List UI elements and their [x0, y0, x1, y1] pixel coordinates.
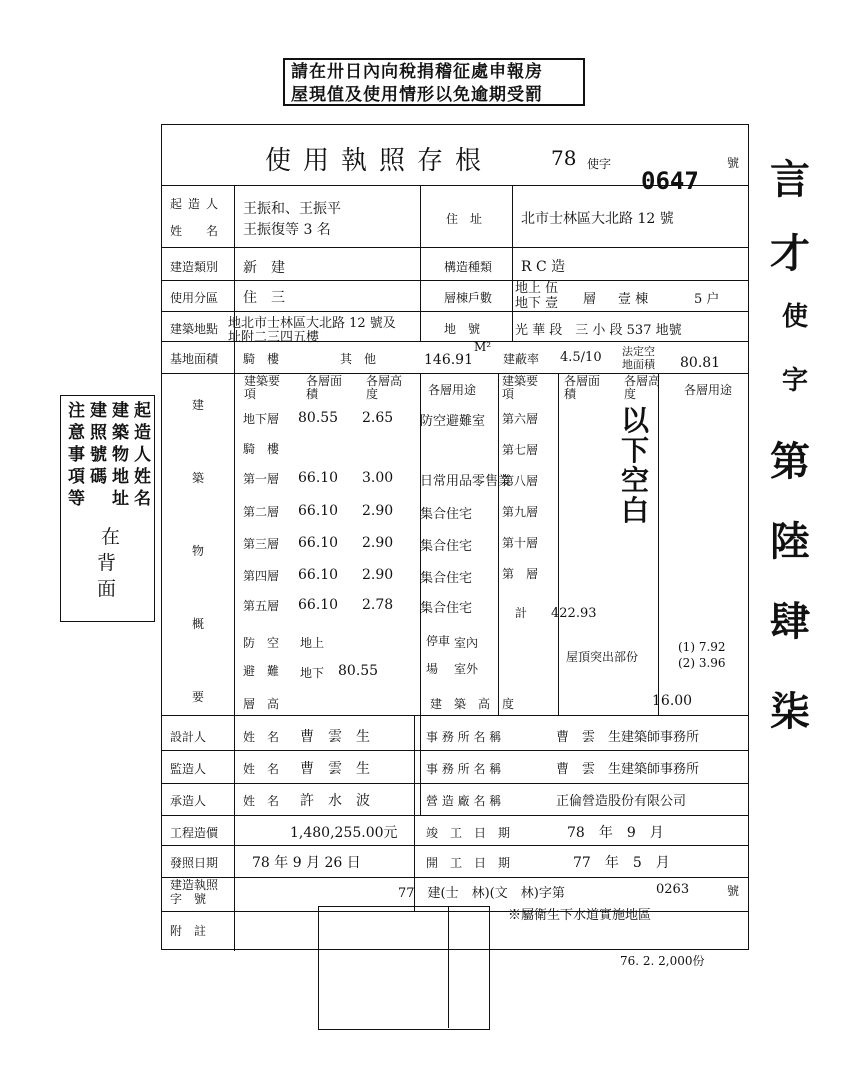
rule [162, 845, 748, 846]
legal-value: 80.81 [680, 355, 721, 371]
floors-below: 地下 壹 [515, 296, 559, 311]
builder-address: 北市士林區大北路 12 號 [521, 211, 674, 227]
side-note-extra-3: 面 [97, 578, 117, 600]
completion-date: 78 年 9 月 [567, 825, 664, 841]
defense-label-2: 避 難 [243, 664, 280, 678]
vlabel-char: 要 [192, 690, 205, 704]
margin-char: 陸 [770, 518, 810, 565]
col-use-r: 各層用途 [684, 383, 733, 397]
notice-line-2: 屋現值及使用情形以免逾期受罰 [291, 85, 543, 105]
location-line-2: 址附二三四五樓 [228, 330, 320, 345]
contractor-name-label: 姓 名 [243, 794, 280, 808]
designer-name-label: 姓 名 [243, 730, 280, 744]
floor-area: 66.10 [298, 597, 339, 613]
permit-year: 78 [551, 146, 577, 170]
remark-label: 附 註 [170, 924, 207, 938]
legal-label-2: 地面積 [622, 358, 655, 371]
vlabel-char: 築 [192, 471, 205, 485]
lot-value: 光 華 段 三 小 段 537 地號 [515, 323, 682, 338]
rule [162, 877, 748, 878]
floor-name-right: 第十層 [502, 536, 539, 550]
permit-prefix: 使字 [587, 157, 612, 171]
supervisor-name-label: 姓 名 [243, 762, 280, 776]
unit-count: 5 户 [694, 292, 720, 307]
notice-box [283, 58, 585, 106]
builder-label: 起造人 [170, 197, 225, 211]
base-area-label: 基地面積 [170, 352, 219, 366]
rule [558, 373, 559, 715]
col-use: 各層用途 [428, 383, 477, 397]
supervisor-label: 監造人 [170, 762, 207, 776]
floor-name: 第四層 [243, 569, 280, 583]
defense-above: 地上 [300, 636, 325, 650]
floor-use: 防空避難室 [420, 414, 486, 429]
designer-office: 曹 雲 生建築師事務所 [556, 730, 700, 745]
designer-office-label: 事 務 所 名 稱 [426, 730, 502, 744]
structure-value: R C 造 [521, 259, 566, 275]
building-height-label: 建 築 高 度 [430, 697, 515, 711]
parking-label-1: 停車 [426, 634, 451, 648]
defense-label-1: 防 空 [243, 636, 280, 650]
floor-name: 第二層 [243, 505, 280, 519]
contractor-company-label: 營 造 廠 名 稱 [426, 794, 502, 808]
blank-below-text: 以 下 空 白 [620, 404, 649, 527]
builder-names-2: 王振復等 3 名 [243, 222, 331, 238]
side-note-extra-1: 在 [101, 526, 121, 548]
col-area-r: 各層面積 [564, 374, 601, 401]
permit-number: 0647 [641, 167, 699, 195]
defense-below-value: 80.55 [338, 663, 379, 679]
base-area-value: 146.91 [424, 352, 473, 368]
floor-name-right: 第九層 [502, 505, 539, 519]
floor-height-label: 層 高 [243, 697, 280, 711]
permit-hao-2: 號 [727, 884, 740, 898]
rule [420, 185, 421, 341]
floor-name-right: 第八層 [502, 474, 539, 488]
floors-label: 層棟戶數 [444, 291, 493, 305]
floor-name: 第三層 [243, 537, 280, 551]
vlabel-char: 概 [192, 617, 205, 631]
floor-name: 第五層 [243, 599, 280, 613]
floors-above: 地上 伍 [515, 281, 559, 296]
col-height: 各層高度 [366, 374, 403, 401]
remark-value: ※屬衛生下水道實施地區 [508, 908, 652, 923]
side-note-extra-2: 背 [97, 552, 117, 574]
col-area: 各層面積 [306, 374, 343, 401]
floor-height: 2.78 [362, 597, 394, 613]
floor-name: 第一層 [243, 472, 280, 486]
roof-label: 屋頂突出部份 [566, 650, 639, 664]
blank-below-stamp [614, 406, 656, 538]
parking-label-2: 場 [426, 662, 439, 676]
floor-area: 66.10 [298, 535, 339, 551]
total-value: 422.93 [551, 606, 597, 621]
supervisor-office: 曹 雲 生建築師事務所 [556, 762, 700, 777]
building-height-value: 16.00 [652, 693, 693, 709]
side-note-col: 起 造 人 姓 名 [134, 401, 151, 509]
issue-date: 78 年 9 月 26 日 [252, 855, 361, 871]
margin-char: 使 [782, 302, 809, 332]
builder-name-label: 姓 名 [170, 224, 225, 238]
builder-names-1: 王振和、王振平 [243, 201, 341, 217]
floor-height: 2.90 [362, 535, 394, 551]
rule [162, 280, 748, 281]
margin-char: 字 [782, 366, 809, 396]
coverage-label: 建蔽率 [503, 352, 540, 366]
completion-label: 竣 工 日 期 [426, 826, 511, 840]
rule [162, 247, 748, 248]
permit-value: 77 建(士 林)(文 林)字第 [398, 886, 565, 901]
total-label: 計 [515, 606, 528, 620]
contractor-name: 許 水 波 [300, 793, 370, 809]
m2-unit: M² [474, 340, 492, 354]
parking-outdoor: 室外 [454, 662, 479, 676]
floor-use: 集合住宅 [420, 571, 473, 586]
floor-name-right: 第六層 [502, 412, 539, 426]
building-type-value: 新 建 [243, 260, 285, 276]
vlabel-char: 物 [192, 544, 205, 558]
issue-label: 發照日期 [170, 856, 219, 870]
defense-below: 地下 [300, 666, 325, 680]
roof-b: (2) 3.96 [678, 656, 726, 670]
side-note-col: 注 意 事 項 等 [68, 401, 85, 509]
building-count: 壹 棟 [618, 292, 649, 307]
floor-area: 66.10 [298, 470, 339, 486]
building-type-label: 建造類別 [170, 260, 219, 274]
floor-area: 66.10 [298, 503, 339, 519]
rule [512, 185, 513, 341]
lot-label: 地 號 [444, 322, 481, 336]
margin-char: 肆 [770, 598, 810, 645]
arcade-label: 騎 樓 [243, 352, 280, 366]
supervisor-office-label: 事 務 所 名 稱 [426, 762, 502, 776]
floor-use: 日常用品零售業 [420, 474, 512, 489]
other-label: 其 他 [340, 352, 377, 366]
floor-name: 地下層 [243, 412, 280, 426]
side-note-box [60, 395, 155, 622]
floor-height: 2.90 [362, 567, 394, 583]
designer-name: 曹 雲 生 [300, 729, 370, 745]
contractor-label: 承造人 [170, 794, 207, 808]
cost-label: 工程造價 [170, 826, 219, 840]
col-height-r: 各層高度 [624, 374, 661, 401]
contractor-company: 正倫營造股份有限公司 [556, 794, 687, 809]
use-zone-label: 使用分區 [170, 291, 219, 305]
start-date: 77 年 5 月 [573, 855, 670, 871]
structure-label: 構造種類 [444, 260, 493, 274]
floor-use: 集合住宅 [420, 539, 473, 554]
permit-label-2: 字 號 [170, 892, 207, 906]
side-note-col: 建 照 號 碼 [90, 401, 107, 487]
floor-area: 80.55 [298, 410, 339, 426]
rule [162, 783, 748, 784]
vlabel-char: 建 [192, 398, 205, 412]
floor-height: 2.65 [362, 410, 394, 426]
print-count: 76. 2. 2,000份 [620, 954, 705, 968]
rule [162, 750, 748, 751]
floor-height: 3.00 [362, 470, 394, 486]
permit-label-1: 建造執照 [170, 878, 219, 892]
start-label: 開 工 日 期 [426, 856, 511, 870]
designer-label: 設計人 [170, 730, 207, 744]
supervisor-name: 曹 雲 生 [300, 761, 370, 777]
rule [658, 373, 659, 715]
address-label: 住 址 [446, 212, 483, 226]
parking-indoor: 室內 [454, 636, 479, 650]
permit-hao: 號 [727, 156, 740, 170]
floor-height: 2.90 [362, 503, 394, 519]
use-zone-value: 住 三 [243, 290, 285, 306]
col-item-r: 建築要項 [502, 374, 539, 401]
margin-char: 第 [770, 438, 810, 485]
legal-label-1: 法定空 [622, 345, 655, 358]
rule [420, 373, 421, 815]
rule [162, 815, 748, 816]
form-title: 使用執照存根 [265, 146, 494, 176]
floor-area: 66.10 [298, 567, 339, 583]
notice-line-1: 請在卅日內向稅捐稽征處申報房 [291, 62, 543, 82]
location-line-1: 地北市士林區大北路 12 號及 [228, 316, 396, 331]
rule [162, 715, 748, 716]
rule [234, 185, 235, 951]
rule [498, 373, 499, 715]
layer-label: 層 [583, 292, 597, 307]
roof-a: (1) 7.92 [678, 640, 726, 654]
permit-number-value: 0263 [656, 882, 690, 897]
floor-name: 騎 樓 [243, 442, 280, 456]
cost-value: 1,480,255.00元 [290, 825, 398, 841]
margin-char: 言 [770, 156, 810, 203]
floor-name-right: 第七層 [502, 443, 539, 457]
location-label: 建築地點 [170, 322, 219, 336]
coverage-value: 4.5/10 [560, 350, 602, 365]
floor-use: 集合住宅 [420, 601, 473, 616]
col-item: 建築要項 [244, 374, 281, 401]
margin-char: 才 [770, 230, 810, 277]
margin-char: 柒 [770, 688, 810, 735]
approval-stamp-divider [448, 906, 507, 1028]
side-note-col: 建 築 物 地 址 [112, 401, 129, 509]
floor-name-right: 第 層 [502, 567, 539, 581]
floor-use: 集合住宅 [420, 507, 473, 522]
